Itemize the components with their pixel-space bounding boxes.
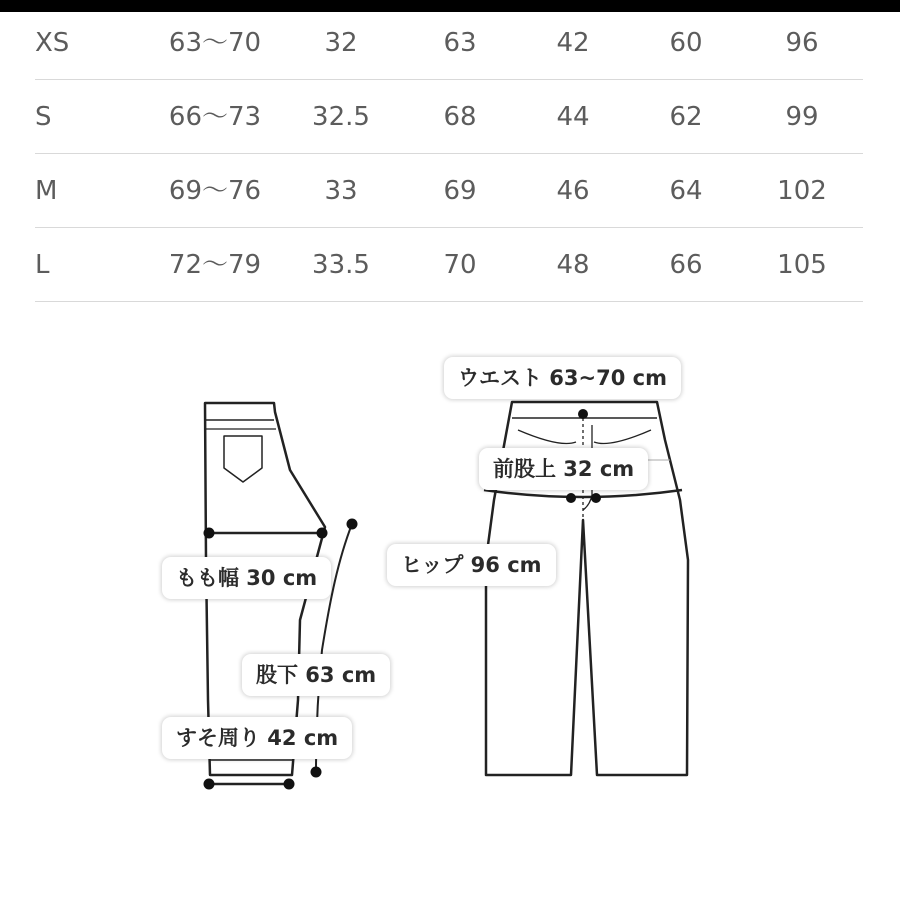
thigh-measure-line [204, 528, 328, 539]
table-cell: 66 [669, 250, 703, 280]
table-cell: 33.5 [312, 250, 370, 280]
table-cell: 102 [777, 176, 827, 206]
thigh-callout: もも幅 30 cm [162, 557, 331, 599]
table-cell: 48 [556, 250, 590, 280]
table-cell: 44 [556, 102, 590, 132]
table-cell: 69〜76 [168, 176, 262, 206]
hem-measure-line [204, 779, 295, 790]
table-cell: 63〜70 [168, 28, 262, 58]
table-cell: 66〜73 [168, 102, 262, 132]
hem-callout: すそ周り 42 cm [162, 717, 352, 759]
table-cell: 62 [669, 102, 703, 132]
table-cell: 96 [785, 28, 819, 58]
table-cell: 99 [785, 102, 819, 132]
table-cell: 64 [669, 176, 703, 206]
table-cell: 46 [556, 176, 590, 206]
table-cell: 60 [669, 28, 703, 58]
inseam-callout: 股下 63 cm [242, 654, 390, 696]
table-cell: 63 [443, 28, 477, 58]
table-cell: 33 [324, 176, 358, 206]
size-label: S [35, 102, 52, 132]
back-pocket-icon [224, 436, 262, 482]
table-cell: 105 [777, 250, 827, 280]
waist-callout: ウエスト 63~70 cm [444, 357, 681, 399]
size-label: M [35, 176, 58, 206]
table-cell: 72〜79 [168, 250, 262, 280]
front-rise-callout: 前股上 32 cm [479, 448, 648, 490]
table-cell: 70 [443, 250, 477, 280]
table-cell: 69 [443, 176, 477, 206]
table-cell: 68 [443, 102, 477, 132]
table-cell: 42 [556, 28, 590, 58]
size-label: L [35, 250, 50, 280]
table-cell: 32.5 [312, 102, 370, 132]
size-label: XS [35, 28, 70, 58]
table-cell: 32 [324, 28, 358, 58]
hip-callout: ヒップ 96 cm [387, 544, 556, 586]
